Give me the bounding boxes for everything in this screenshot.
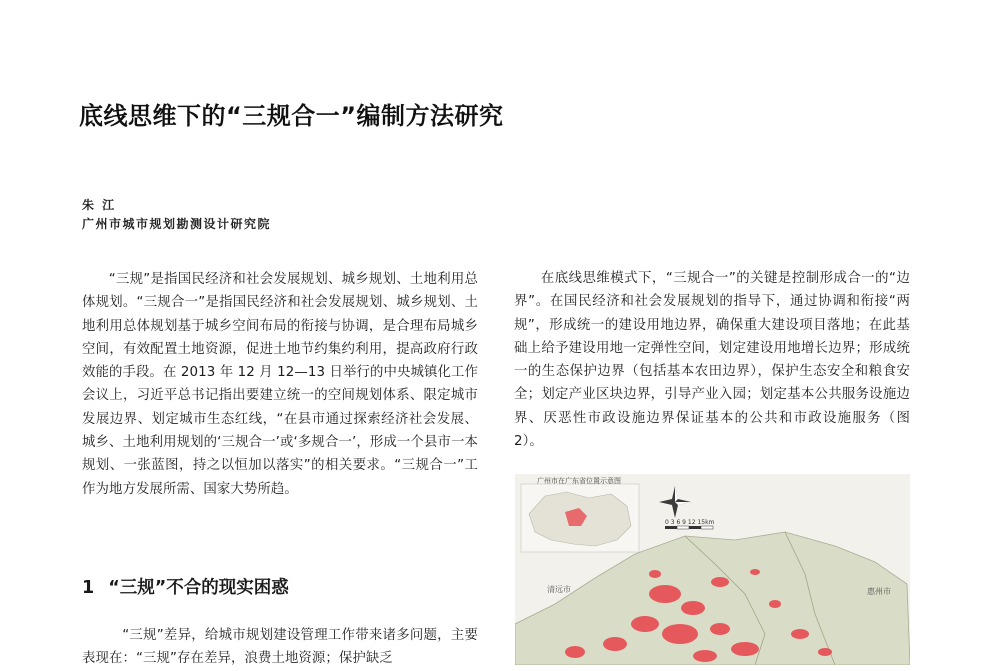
scale-bar — [665, 526, 713, 529]
paper-title: 底线思维下的“三规合一”编制方法研究 — [79, 102, 504, 130]
right-paragraph-1: 在底线思维模式下，“三规合一”的关键是控制形成合一的“边界”。在国民经济和社会发展规划的指导下，通过协调和衔接“两规”，形成统一的建设用地边界，确保重大建设项目落地；在此基础上给予建设用地一定弹性空间，划定建设用地增长边界；形成统一的生态保护边界（包括基本农田边界），保护生态安全和粮食安全；划定产业区块边界，引导产业入园；划定基本公共服务设施边界、厌恶性市政设施边界保证基本的公共和市政设施服务（图 2）。 — [514, 271, 910, 450]
scale-label: 0 3 6 9 12 15km — [665, 519, 715, 526]
inset-map-title: 广州市在广东省位置示意图 — [537, 477, 621, 485]
place-label-right: 惠州市 — [867, 587, 891, 596]
author-name: 朱 江 — [82, 198, 117, 212]
left-paragraph-1: “三规”是指国民经济和社会发展规划、城乡规划、土地利用总体规划。“三规合一”是指国民经济和社会发展规划、城乡规划、土地利用总体规划基于城乡空间布局的衔接与协调，是合理布局城乡空间，有效配置土地资源，促进土地节约集约利用，提高政府行政效能的手段。在 2013 年 12 月 12—13 日举行的中央城镇化工作会议上，习近平总书记指出要建立统一的空间规划体系、限定城市发展边界、划定城市生态红线，“在县市通过探索经济社会发展、城乡、土地利用规划的‘三规合一’或‘多规合一’，形成一个县市一本规划、一张蓝图，持之以恒加以落实”的相关要求。“三规合一”工作为地方发展所需、国家大势所趋。 — [82, 272, 478, 497]
map-illustration — [515, 474, 910, 665]
author-affiliation: 广州市城市规划勘测设计研究院 — [82, 217, 272, 231]
place-label-left: 清远市 — [547, 585, 571, 594]
section-title: “三规”不合的现实困惑 — [108, 578, 289, 598]
left-paragraph-2: “三规”差异，给城市规划建设管理工作带来诸多问题，主要表现在：“三规”存在差异，浪费土地资源；保护缺乏 — [82, 628, 478, 667]
section-number: 1 — [82, 578, 95, 598]
section-heading — [82, 574, 289, 599]
figure-map — [515, 474, 910, 665]
